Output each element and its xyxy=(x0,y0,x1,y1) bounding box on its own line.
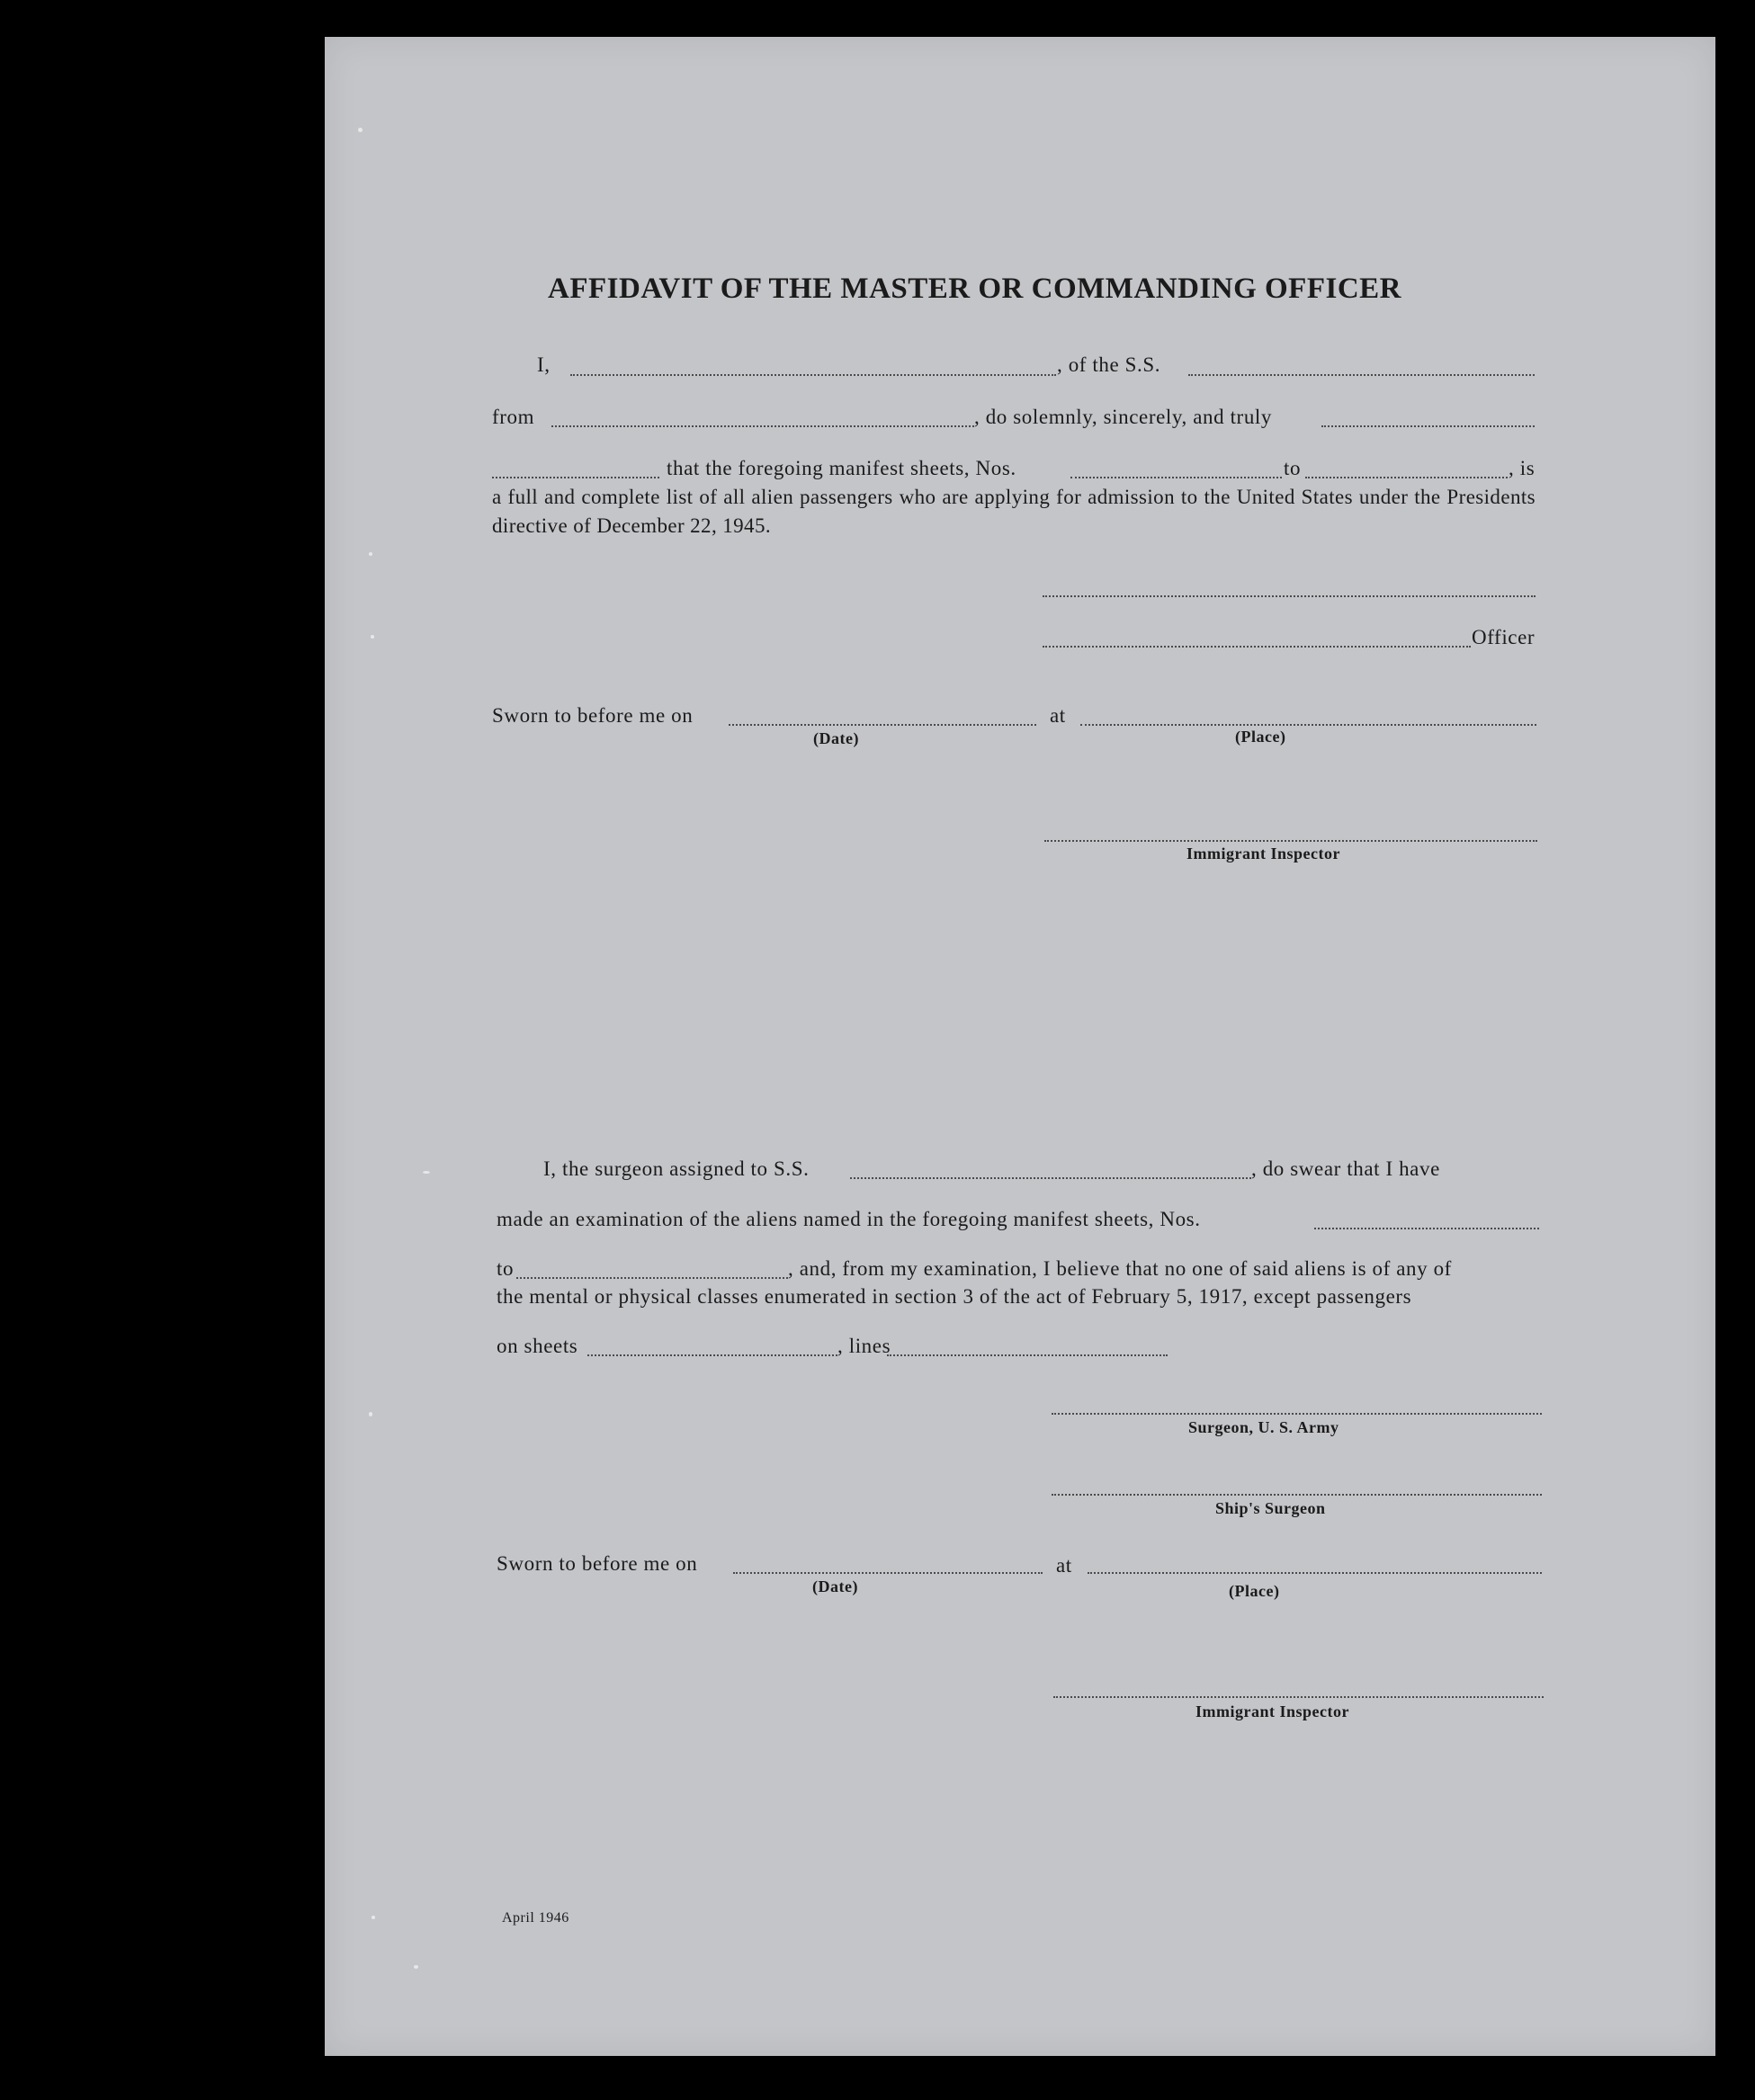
form-sheet xyxy=(325,37,1715,2056)
master-oath-field[interactable] xyxy=(1321,425,1535,427)
surgeon-line2: made an examination of the aliens named in the foregoing manifest sheets, Nos. xyxy=(497,1208,1201,1230)
scan-speck xyxy=(358,128,363,132)
surgeon-sworn-place-field[interactable] xyxy=(1088,1572,1542,1574)
surgeon-line1-end: , do swear that I have xyxy=(1251,1157,1440,1180)
master-name-field[interactable] xyxy=(570,374,1056,376)
surgeon-line4: the mental or physical classes enumerated in section 3 of the act of February 5, 1917, except passengers xyxy=(497,1285,1412,1308)
ships-surgeon-signature-line[interactable] xyxy=(1052,1494,1542,1496)
surgeon-sworn-date-field[interactable] xyxy=(733,1572,1043,1574)
surgeon-inspector-signature-line[interactable] xyxy=(1053,1696,1544,1698)
master-inspector-label: Immigrant Inspector xyxy=(1186,844,1340,862)
master-ship-field[interactable] xyxy=(1188,374,1535,376)
officer-title-line[interactable] xyxy=(1043,646,1471,648)
scan-speck xyxy=(372,1916,375,1919)
master-line3-mid: that the foregoing manifest sheets, Nos. xyxy=(667,457,1016,479)
master-line2-prefix: from xyxy=(492,406,535,428)
master-nos-from-field[interactable] xyxy=(1070,477,1282,478)
army-surgeon-label: Surgeon, U. S. Army xyxy=(1188,1418,1339,1436)
scan-speck xyxy=(369,552,372,556)
surgeon-place-label: (Place) xyxy=(1229,1582,1280,1600)
master-sworn-place-field[interactable] xyxy=(1080,724,1536,726)
surgeon-line5-prefix: on sheets xyxy=(497,1335,578,1357)
officer-label: Officer xyxy=(1472,626,1536,648)
master-nos-to-field[interactable] xyxy=(1305,477,1508,478)
army-surgeon-signature-line[interactable] xyxy=(1052,1413,1542,1415)
master-line1-mid: , of the S.S. xyxy=(1057,353,1161,376)
surgeon-sworn-prefix: Sworn to before me on xyxy=(497,1552,698,1575)
surgeon-line3-prefix: to xyxy=(497,1257,515,1280)
master-statement: a full and complete list of all alien passengers who are applying for admission to the United States under the Presidents directive of December 22, 1945. xyxy=(492,486,1536,537)
scan-speck xyxy=(423,1171,430,1174)
master-oath-word-field[interactable] xyxy=(492,477,659,478)
master-sworn-prefix: Sworn to before me on xyxy=(492,704,694,727)
master-line3-end: , is xyxy=(1509,457,1536,479)
master-place-label: (Place) xyxy=(1235,728,1286,746)
master-inspector-signature-line[interactable] xyxy=(1044,840,1537,842)
officer-signature-line[interactable] xyxy=(1043,595,1536,597)
master-date-label: (Date) xyxy=(813,729,859,747)
master-line2-mid: , do solemnly, sincerely, and truly xyxy=(974,406,1273,428)
surgeon-nos-from-field[interactable] xyxy=(1314,1228,1539,1229)
form-title: AFFIDAVIT OF THE MASTER OR COMMANDING OFFICER xyxy=(548,273,1401,305)
master-line1-prefix: I, xyxy=(537,353,551,376)
scan-speck xyxy=(369,1412,372,1416)
surgeon-date-label: (Date) xyxy=(812,1577,858,1595)
master-sworn-at: at xyxy=(1050,704,1066,727)
surgeon-line1-prefix: I, the surgeon assigned to S.S. xyxy=(543,1157,810,1180)
surgeon-ship-field[interactable] xyxy=(850,1177,1251,1179)
surgeon-line5-mid: , lines xyxy=(837,1335,891,1357)
scan-speck xyxy=(414,1965,418,1969)
surgeon-sheets-field[interactable] xyxy=(587,1354,837,1356)
ships-surgeon-label: Ship's Surgeon xyxy=(1215,1499,1326,1517)
surgeon-sworn-at: at xyxy=(1056,1554,1072,1577)
surgeon-inspector-label: Immigrant Inspector xyxy=(1195,1702,1349,1720)
master-from-field[interactable] xyxy=(551,425,974,427)
master-line3-to: to xyxy=(1284,457,1302,479)
scan-speck xyxy=(371,635,374,639)
footer-date: April 1946 xyxy=(502,1910,569,1926)
surgeon-nos-to-field[interactable] xyxy=(516,1277,788,1279)
surgeon-lines-field[interactable] xyxy=(887,1354,1168,1356)
master-sworn-date-field[interactable] xyxy=(729,724,1036,726)
surgeon-line3-end: , and, from my examination, I believe that no one of said aliens is of any of xyxy=(788,1257,1452,1280)
